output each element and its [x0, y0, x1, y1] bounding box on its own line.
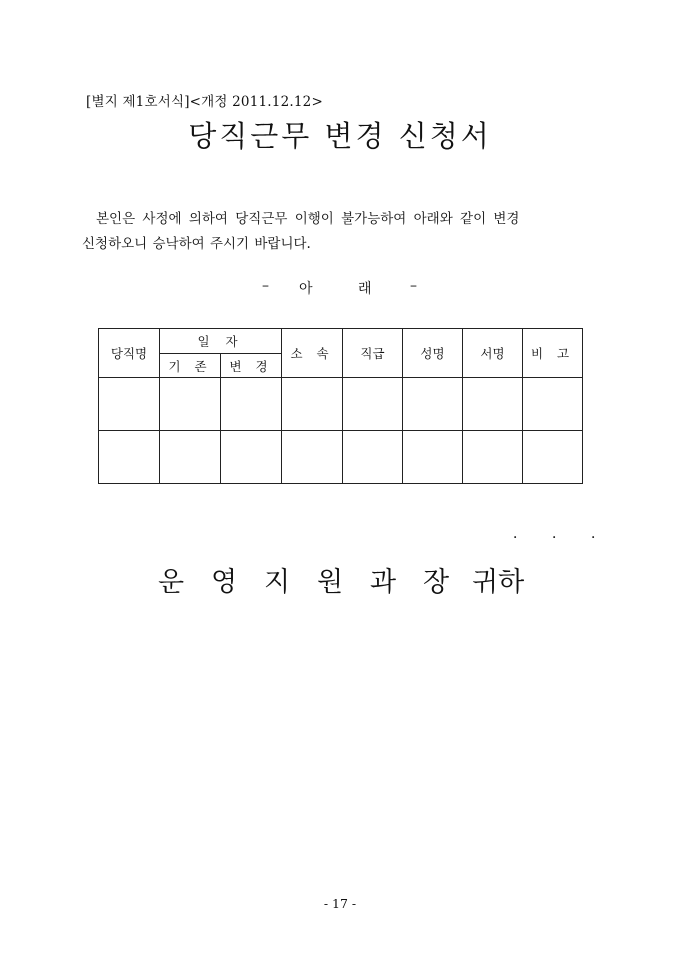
rank-cell[interactable]: [343, 378, 403, 431]
request-statement-line-2: 신청하오니 승낙하여 주시기 바랍니다.: [82, 236, 311, 252]
addressee-char: 장: [423, 567, 450, 598]
duty-change-table: [98, 328, 583, 484]
header-name: 성명: [403, 329, 463, 378]
notice-dash-right: –: [410, 278, 417, 294]
duty-name-cell[interactable]: [99, 378, 160, 431]
signature-cell[interactable]: [463, 431, 523, 484]
page-number: - 17 -: [323, 896, 357, 911]
date-dot-day: ．: [591, 526, 605, 542]
changed-date-cell[interactable]: [221, 431, 282, 484]
duty-name-cell[interactable]: [99, 431, 160, 484]
notice-heading-char-1: 아: [299, 281, 313, 297]
header-date-original: 기 존: [160, 354, 221, 378]
addressee-char: 운: [158, 567, 185, 598]
notice-heading-char-2: 래: [358, 281, 372, 297]
addressee-char: 지: [264, 567, 291, 598]
table-row: [99, 431, 583, 484]
addressee-char: 과: [370, 567, 397, 598]
remarks-cell[interactable]: [523, 431, 583, 484]
date-dot-month: ．: [552, 526, 566, 542]
addressee-char: 원: [317, 567, 344, 598]
addressee-honorific: 귀하: [472, 567, 525, 598]
original-date-cell[interactable]: [160, 431, 221, 484]
header-duty-name: 당직명: [99, 329, 160, 378]
header-rank: 직급: [343, 329, 403, 378]
header-remarks: 비 고: [523, 329, 583, 378]
request-statement: [82, 207, 600, 257]
document-title: 당직근무 변경 신청서: [188, 119, 492, 153]
addressee-char: 영: [211, 567, 238, 598]
remarks-cell[interactable]: [523, 378, 583, 431]
header-signature: 서명: [463, 329, 523, 378]
form-number-note: [별지 제1호서식]<개정 2011.12.12>: [86, 94, 323, 110]
name-cell[interactable]: [403, 431, 463, 484]
department-cell[interactable]: [282, 378, 343, 431]
rank-cell[interactable]: [343, 431, 403, 484]
changed-date-cell[interactable]: [221, 378, 282, 431]
header-department: 소 속: [282, 329, 343, 378]
request-statement-line-1: 본인은 사정에 의하여 당직근무 이행이 불가능하여 아래와 같이 변경: [96, 211, 520, 227]
signature-cell[interactable]: [463, 378, 523, 431]
department-cell[interactable]: [282, 431, 343, 484]
date-dot-year: ．: [513, 526, 527, 542]
notice-dash-left: –: [262, 278, 269, 294]
name-cell[interactable]: [403, 378, 463, 431]
header-date-changed: 변 경: [221, 354, 282, 378]
original-date-cell[interactable]: [160, 378, 221, 431]
table-row: [99, 378, 583, 431]
header-date: 일 자: [160, 329, 282, 354]
